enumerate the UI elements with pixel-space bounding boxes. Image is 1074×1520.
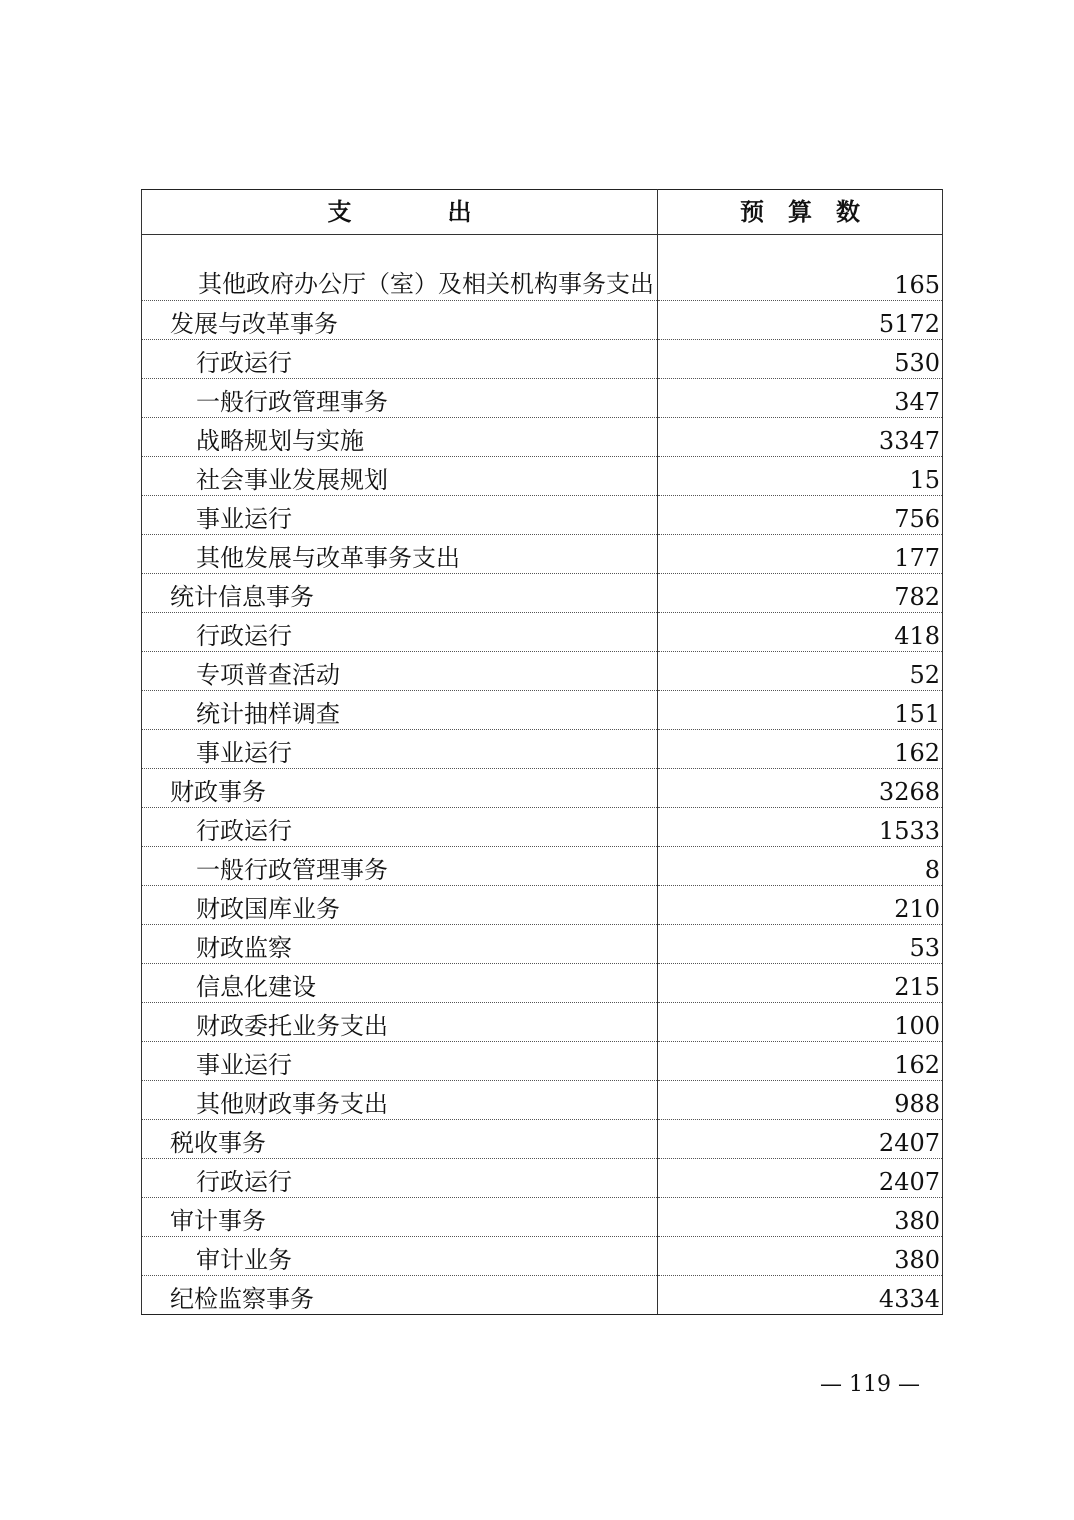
- row-item-name: 一般行政管理事务: [142, 847, 658, 886]
- row-budget-amount: 756: [658, 496, 943, 535]
- row-budget-amount: 2407: [658, 1159, 943, 1198]
- row-budget-amount: 177: [658, 535, 943, 574]
- row-budget-amount: 530: [658, 340, 943, 379]
- table-row: [142, 574, 943, 613]
- budget-table: [141, 189, 943, 1315]
- table-row: [142, 964, 943, 1003]
- row-budget-amount: 215: [658, 964, 943, 1003]
- row-budget-amount: 782: [658, 574, 943, 613]
- row-item-name: 统计抽样调查: [142, 691, 658, 730]
- table-row: [142, 808, 943, 847]
- table-row: [142, 652, 943, 691]
- row-budget-amount: 3268: [658, 769, 943, 808]
- table-row: [142, 1159, 943, 1198]
- row-budget-amount: 151: [658, 691, 943, 730]
- table-row: [142, 691, 943, 730]
- table-row: [142, 1042, 943, 1081]
- table-row: [142, 1120, 943, 1159]
- table-row: [142, 1237, 943, 1276]
- row-budget-amount: 1533: [658, 808, 943, 847]
- row-item-name: 信息化建设: [142, 964, 658, 1003]
- table-row: [142, 379, 943, 418]
- row-item-name: 其他发展与改革事务支出: [142, 535, 658, 574]
- row-budget-amount: 210: [658, 886, 943, 925]
- row-item-name: 纪检监察事务: [142, 1276, 658, 1315]
- row-item-name: 专项普查活动: [142, 652, 658, 691]
- row-item-name: 财政事务: [142, 769, 658, 808]
- table-row: [142, 730, 943, 769]
- page-number: — 119 —: [820, 1372, 920, 1397]
- row-item-name: 行政运行: [142, 808, 658, 847]
- table-row: [142, 1198, 943, 1237]
- row-budget-amount: 347: [658, 379, 943, 418]
- row-item-name: 财政委托业务支出: [142, 1003, 658, 1042]
- row-budget-amount: 418: [658, 613, 943, 652]
- row-budget-amount: 100: [658, 1003, 943, 1042]
- row-item-name: 其他政府办公厅（室）及相关机构事务支出: [142, 235, 658, 301]
- row-item-name: 行政运行: [142, 613, 658, 652]
- row-item-name: 行政运行: [142, 1159, 658, 1198]
- row-item-name: 审计业务: [142, 1237, 658, 1276]
- table-row: [142, 847, 943, 886]
- row-item-name: 审计事务: [142, 1198, 658, 1237]
- row-item-name: 统计信息事务: [142, 574, 658, 613]
- table-row: [142, 613, 943, 652]
- row-item-name: 一般行政管理事务: [142, 379, 658, 418]
- row-item-name: 财政国库业务: [142, 886, 658, 925]
- row-budget-amount: 162: [658, 1042, 943, 1081]
- row-budget-amount: 165: [658, 235, 943, 301]
- row-budget-amount: 380: [658, 1237, 943, 1276]
- table-row: [142, 418, 943, 457]
- row-budget-amount: 53: [658, 925, 943, 964]
- row-budget-amount: 15: [658, 457, 943, 496]
- table-row: [142, 340, 943, 379]
- row-budget-amount: 3347: [658, 418, 943, 457]
- table-row: [142, 496, 943, 535]
- header-budget-amount: 预 算 数: [658, 190, 943, 235]
- row-budget-amount: 988: [658, 1081, 943, 1120]
- row-budget-amount: 380: [658, 1198, 943, 1237]
- table-row: [142, 925, 943, 964]
- table-row: [142, 1003, 943, 1042]
- header-expenditure: 支 出: [142, 190, 658, 235]
- row-item-name: 事业运行: [142, 730, 658, 769]
- row-budget-amount: 8: [658, 847, 943, 886]
- row-item-name: 战略规划与实施: [142, 418, 658, 457]
- table-row: [142, 886, 943, 925]
- row-item-name: 税收事务: [142, 1120, 658, 1159]
- row-item-name: 事业运行: [142, 1042, 658, 1081]
- table-row: [142, 535, 943, 574]
- row-item-name: 财政监察: [142, 925, 658, 964]
- table-row: [142, 301, 943, 340]
- row-budget-amount: 5172: [658, 301, 943, 340]
- row-item-name: 发展与改革事务: [142, 301, 658, 340]
- table-row: [142, 1081, 943, 1120]
- row-item-name: 事业运行: [142, 496, 658, 535]
- row-item-name: 其他财政事务支出: [142, 1081, 658, 1120]
- row-budget-amount: 2407: [658, 1120, 943, 1159]
- row-item-name: 社会事业发展规划: [142, 457, 658, 496]
- table-row: [142, 1276, 943, 1315]
- row-item-name: 行政运行: [142, 340, 658, 379]
- table-row: [142, 235, 943, 301]
- table-row: [142, 457, 943, 496]
- row-budget-amount: 52: [658, 652, 943, 691]
- table-header-row: [142, 190, 943, 235]
- row-budget-amount: 162: [658, 730, 943, 769]
- table-row: [142, 769, 943, 808]
- row-budget-amount: 4334: [658, 1276, 943, 1315]
